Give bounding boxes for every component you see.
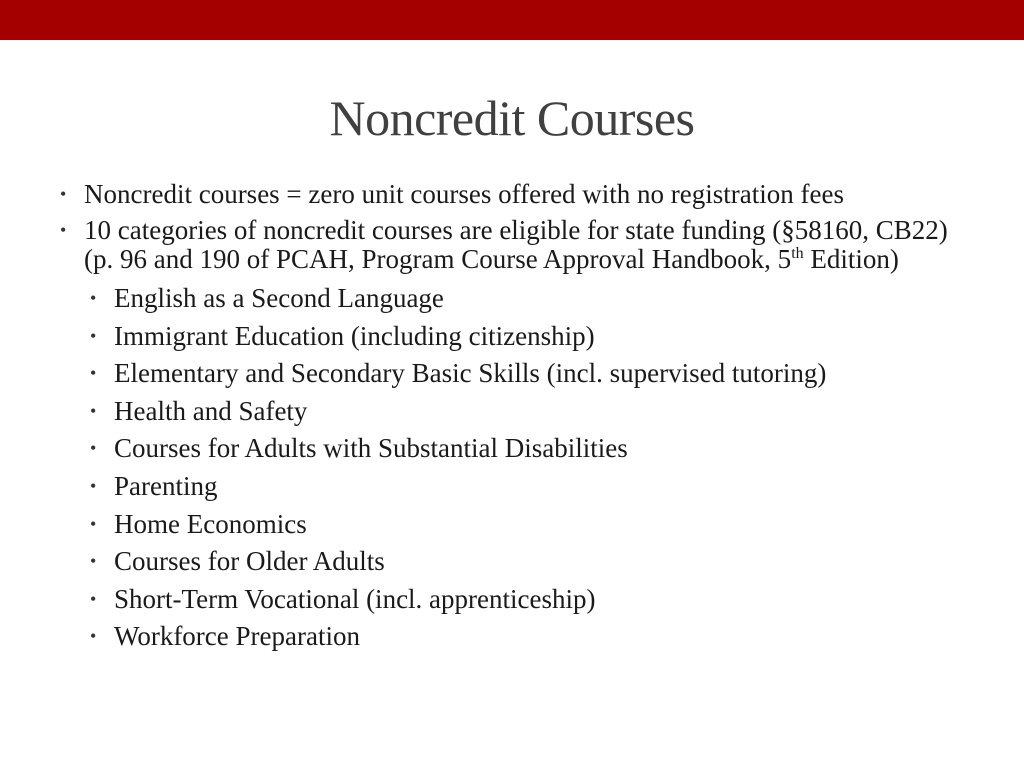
slide-body	[56, 180, 976, 659]
category-text: English as a Second Language	[114, 283, 444, 313]
category-text: Short-Term Vocational (incl. apprenticeship)	[114, 583, 596, 614]
bullet-dot: •	[90, 475, 97, 496]
category-item	[56, 471, 976, 501]
category-item	[56, 358, 976, 388]
bullet-dot: •	[60, 184, 67, 204]
bullet-dot: •	[90, 363, 97, 384]
category-list	[56, 283, 976, 651]
slide-title: Noncredit Courses	[329, 90, 695, 146]
bullet-dot: •	[90, 438, 97, 459]
bullet-dot: •	[90, 551, 97, 572]
bullet-dot: •	[90, 513, 97, 534]
category-text: Courses for Older Adults	[114, 546, 385, 577]
category-text: Home Economics	[114, 508, 307, 539]
ordinal-suffix: th	[791, 245, 804, 262]
bullet-item	[56, 216, 976, 274]
bullet-text-tail: Edition)	[803, 244, 899, 274]
category-text: Elementary and Secondary Basic Skills (incl. supervised tutoring)	[114, 358, 827, 389]
bullet-dot: •	[60, 220, 67, 240]
category-text: Immigrant Education (including citizenship)	[114, 320, 595, 351]
category-text: Workforce Preparation	[114, 621, 360, 652]
bullet-item	[56, 180, 976, 209]
bullet-dot: •	[90, 588, 97, 609]
bullet-text: 10 categories of noncredit courses are eligible for state funding (§58160, CB22) (p. 96 and 190 of PCAH, Program Course Approval Handbook, 5	[84, 215, 948, 274]
category-item	[56, 584, 976, 614]
category-item	[56, 621, 976, 651]
bullet-dot: •	[90, 288, 97, 308]
category-item	[56, 283, 976, 313]
top-accent-bar	[0, 0, 1024, 40]
category-item	[56, 396, 976, 426]
category-item	[56, 433, 976, 463]
category-item	[56, 321, 976, 351]
bullet-dot: •	[90, 400, 97, 421]
bullet-dot: •	[90, 626, 97, 647]
category-text: Courses for Adults with Substantial Disabilities	[114, 433, 628, 464]
bullet-text: Noncredit courses = zero unit courses offered with no registration fees	[84, 179, 844, 209]
category-text: Parenting	[114, 470, 218, 501]
category-item	[56, 509, 976, 539]
category-item	[56, 546, 976, 576]
category-text: Health and Safety	[114, 395, 308, 426]
bullet-dot: •	[90, 325, 97, 346]
